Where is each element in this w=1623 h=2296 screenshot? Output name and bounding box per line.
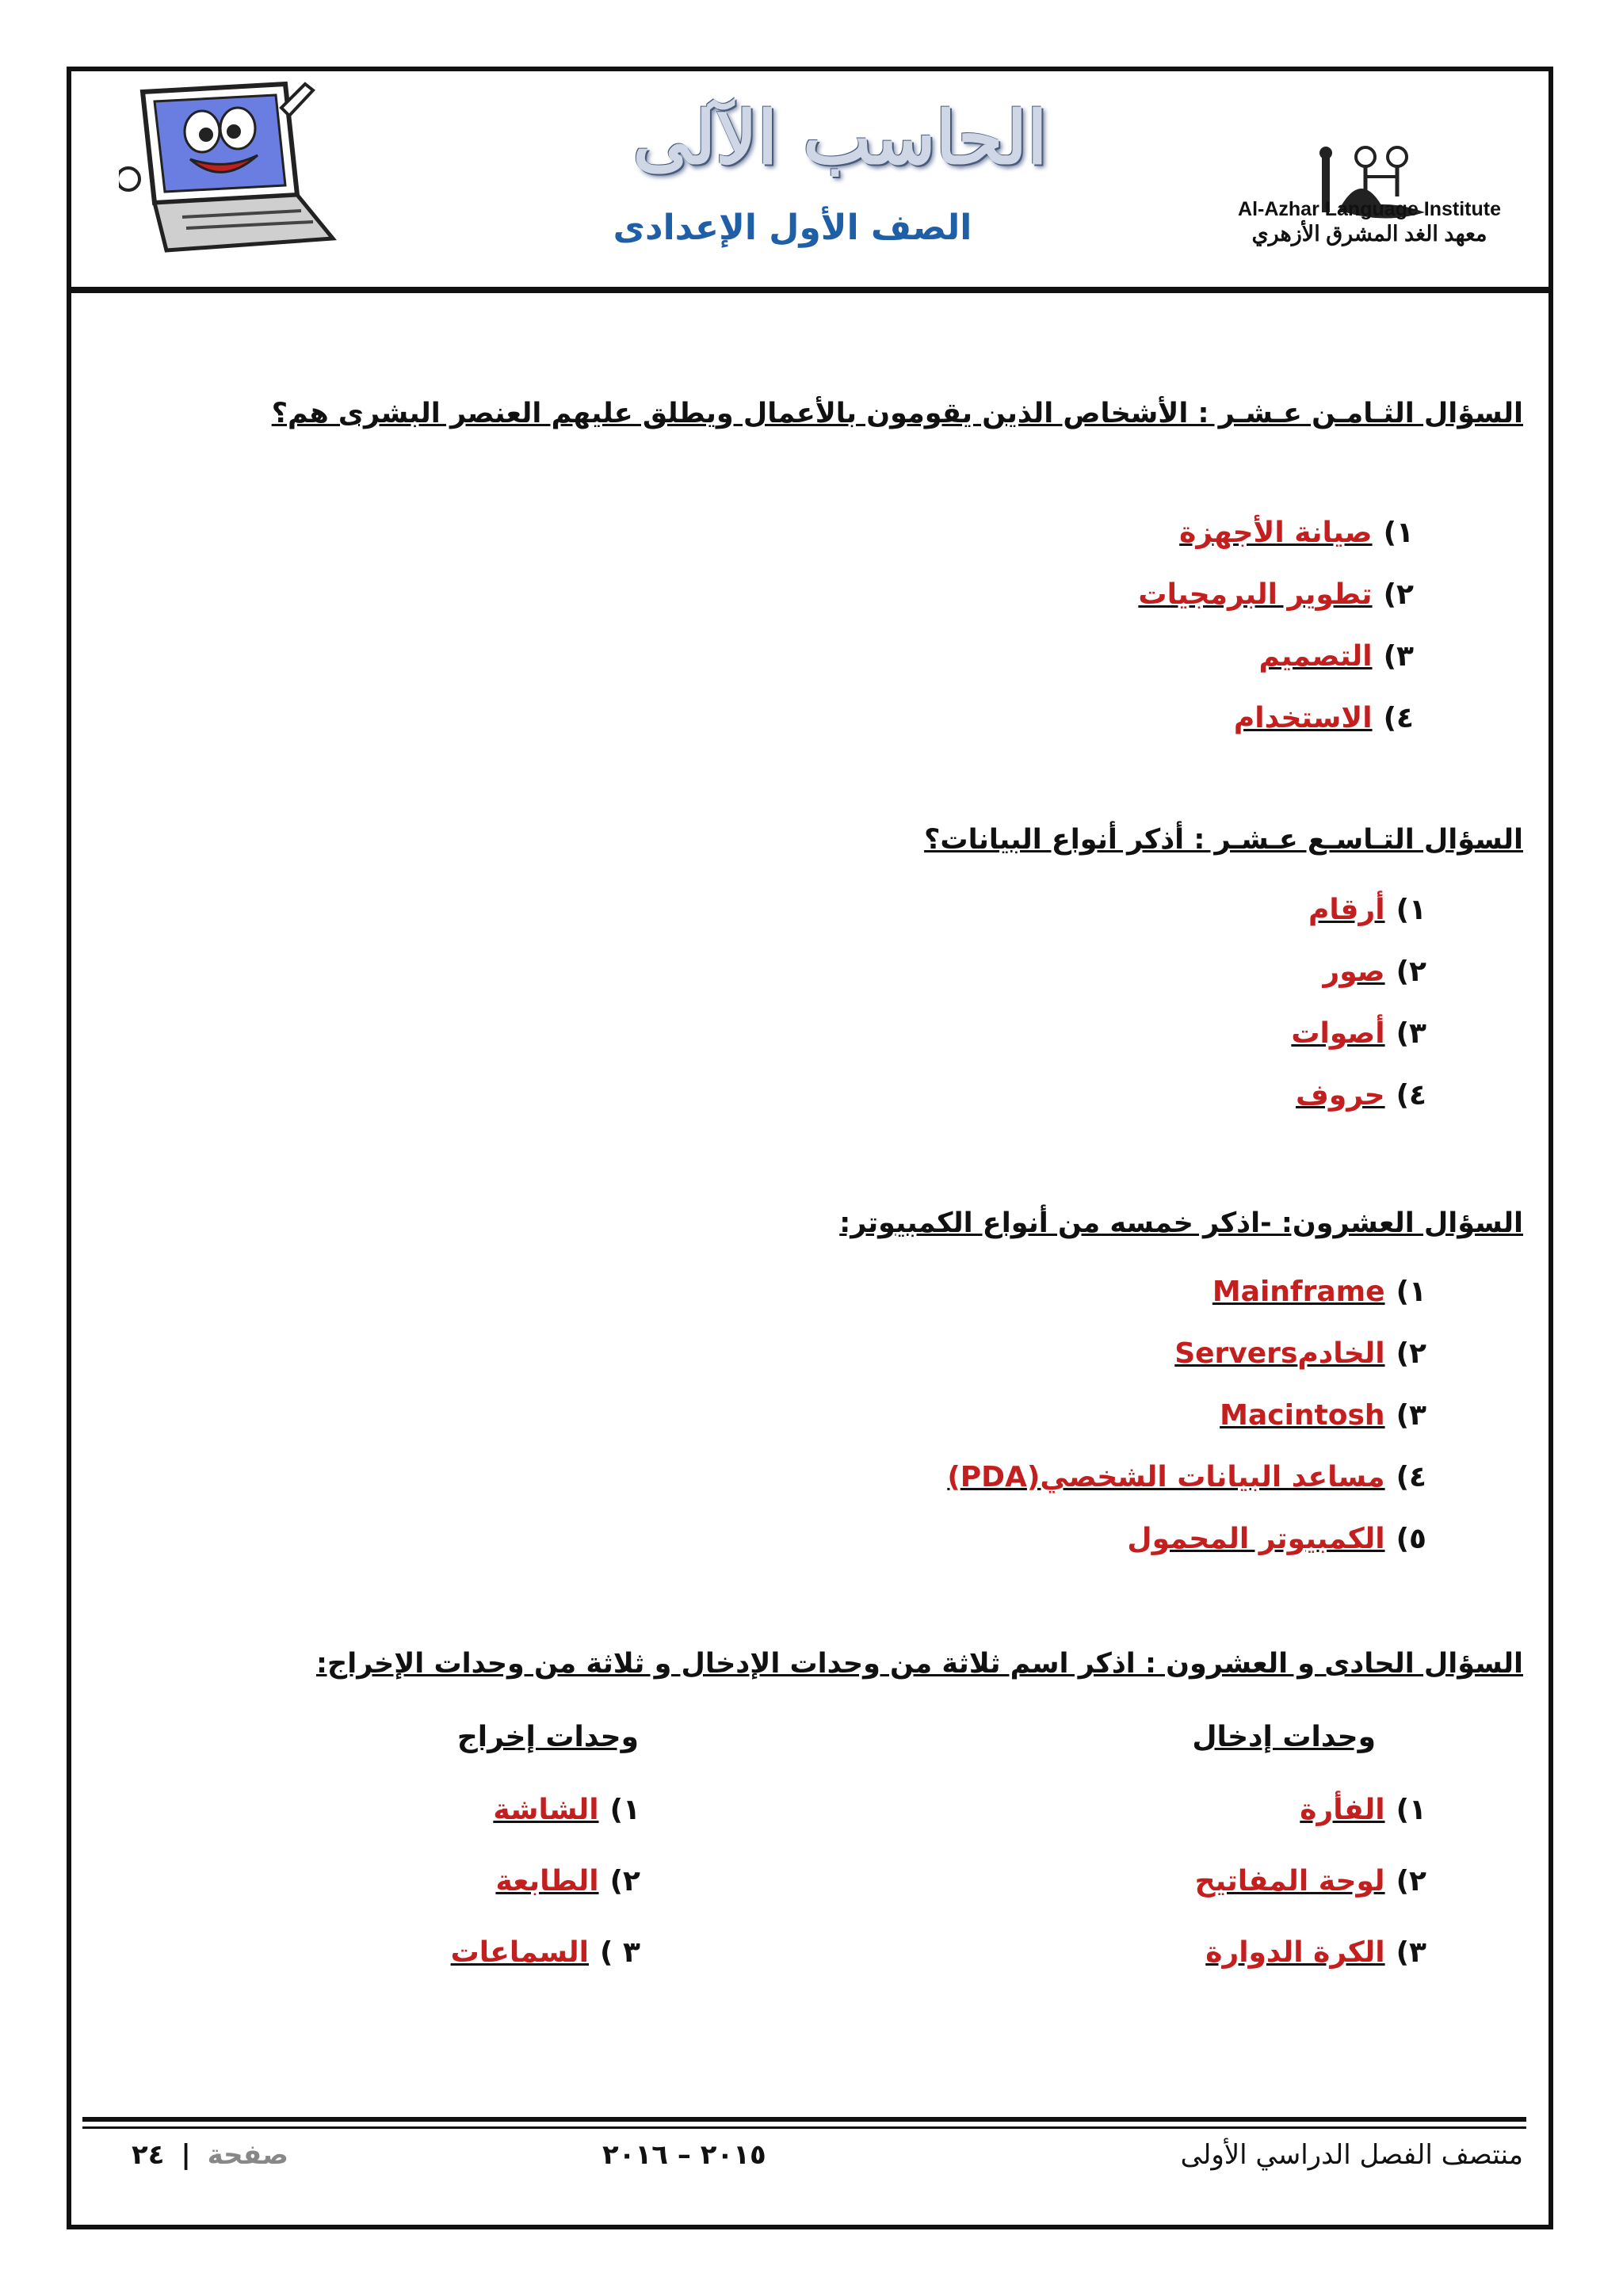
- footer-term: منتصف الفصل الدراسي الأولى: [1180, 2139, 1523, 2171]
- list-item: ٢)لوحة المفاتيح: [1194, 1865, 1426, 1897]
- list-item: ٣)الكرة الدوارة: [1205, 1936, 1426, 1969]
- footer-rule: [82, 2117, 1526, 2122]
- page-separator: |: [181, 2139, 191, 2171]
- footer-rule-thin: [82, 2126, 1526, 2129]
- question-21: السؤال الحادى و العشرون : اذكر اسم ثلاثة من وحدات الإدخال و ثلاثة من وحدات الإخراج:: [315, 1648, 1523, 1680]
- institute-name-en: Al-Azhar Language Institute: [1238, 198, 1501, 220]
- page-label: صفحة: [207, 2139, 289, 2171]
- list-item: ٤)الاستخدام: [1233, 702, 1414, 734]
- page-frame: [67, 67, 1553, 2229]
- question-18: السؤال الثـامـن عـشـر : الأشخاص الذين يقومون بالأعمال ويطلق عليهم العنصر البشرى هم؟: [271, 398, 1523, 429]
- list-item: ٤)حروف: [1296, 1079, 1426, 1112]
- output-units-heading: وحدات إخراج: [456, 1721, 639, 1753]
- list-item: ١)الفأرة: [1300, 1794, 1426, 1826]
- list-item: ٢)الطابعة: [495, 1865, 640, 1897]
- list-item: ٣)التصميم: [1258, 640, 1414, 673]
- page-number: ٢٤: [132, 2139, 165, 2171]
- page-subtitle: الصف الأول الإعدادى: [613, 208, 972, 248]
- footer-page: [132, 2139, 288, 2171]
- footer-year: ٢٠١٥ – ٢٠١٦: [602, 2139, 766, 2171]
- list-item: ٢)الخادمServers: [1174, 1337, 1426, 1370]
- list-item: ٣)أصوات: [1291, 1017, 1426, 1050]
- header-divider: [67, 287, 1553, 293]
- list-item: ١)أرقام: [1308, 894, 1426, 926]
- laptop-mascot-logo: [119, 76, 341, 258]
- list-item: ٢)تطوير البرمجيات: [1138, 578, 1414, 611]
- input-units-heading: وحدات إدخال: [1192, 1721, 1376, 1753]
- question-20: السؤال العشرون: -اذكر خمسه من أنواع الكمبيوتر:: [839, 1207, 1523, 1239]
- list-item: ١)Mainframe: [1212, 1276, 1426, 1308]
- page-title: الحاسب الآلى: [632, 95, 1048, 181]
- list-item: ٥)الكمبيوتر المحمول: [1127, 1523, 1426, 1555]
- list-item: ١)صيانة الأجهزة: [1179, 517, 1414, 549]
- list-item: ١)الشاشة: [493, 1794, 640, 1826]
- list-item: ٣)Macintosh: [1220, 1399, 1426, 1432]
- list-item: ٤)مساعد البيانات الشخصي(PDA): [947, 1461, 1426, 1493]
- question-19: السؤال التـاسـع عـشـر : أذكر أنواع البيانات؟: [924, 824, 1523, 856]
- list-item: ٣ )السماعات: [450, 1936, 640, 1969]
- institute-name-ar: معهد الغد المشرق الأزهري: [1251, 222, 1487, 246]
- list-item: ٢)صور: [1323, 955, 1426, 988]
